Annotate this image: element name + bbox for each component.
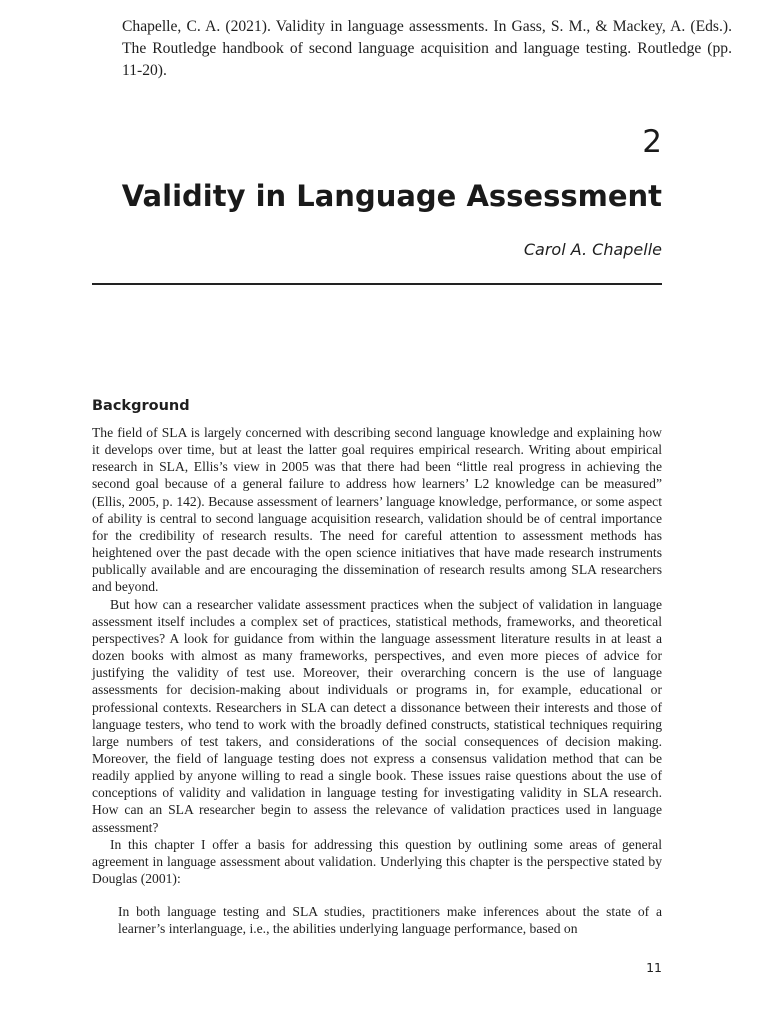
title-rule <box>92 283 662 285</box>
citation: Chapelle, C. A. (2021). Validity in language assessments. In Gass, S. M., & Mackey, A. (Eds.). The Routledge handbook of second language acquisition and language testing. Routledge (pp. 11-20). <box>122 18 732 79</box>
chapter-author: Carol A. Chapelle <box>523 240 662 259</box>
page-number: 11 <box>646 960 662 975</box>
paragraph: But how can a researcher validate assessment practices when the subject of validation in language assessment itself includes a complex set of practices, statistical methods, frameworks, and theoretical perspectives? A look for guidance from within the language assessment literature results in at least a dozen books with almost as many frameworks, perspectives, and even more pieces of advice for justifying the validity of test use. Moreover, their overarching concern is the use of language assessments for decision-making about individuals or programs in, for example, educational or professional contexts. Researchers in SLA can detect a dissonance between their interests and those of language testers, who tend to work with the broadly defined constructs, statistical techniques requiring large numbers of test takers, and considerations of the social consequences of decision making. Moreover, the field of language testing does not express a consensus validation method that can be readily applied by anyone willing to read a single book. These issues raise questions about the use of conceptions of validity and validation in language testing for investigating validity in SLA research. How can an SLA researcher begin to assess the relevance of validation practices used in language assessment? <box>92 596 662 835</box>
paragraph: The field of SLA is largely concerned with describing second language knowledge and explaining how it develops over time, but at least the latter goal requires empirical research. Writing about empirical research in SLA, Ellis’s view in 2005 was that there had been “little real progress in achieving the second goal because of a general failure to address how learners’ L2 knowledge can be measured” (Ellis, 2005, p. 142). Because assessment of learners’ language knowledge, performance, or some aspect of ability is central to second language acquisition research, validation should be of central importance for the credibility of research results. The need for careful attention to assessment methods has heightened over the past decade with the open science initiatives that have made research instruments publically available and are encouraging the dissemination of research results among SLA researchers and beyond. <box>92 425 662 595</box>
body-text <box>92 424 662 887</box>
section-heading: Background <box>92 398 190 414</box>
block-quote: In both language testing and SLA studies, practitioners make inferences about the state of a learner’s interlanguage, i.e., the abilities underlying language performance, based on <box>118 904 662 937</box>
chapter-number: 2 <box>642 124 662 160</box>
chapter-title: Validity in Language Assessment <box>121 179 662 213</box>
paragraph: In this chapter I offer a basis for addressing this question by outlining some areas of general agreement in language assessment about validation. Underlying this chapter is the perspective stated by Douglas (2001): <box>92 836 662 887</box>
